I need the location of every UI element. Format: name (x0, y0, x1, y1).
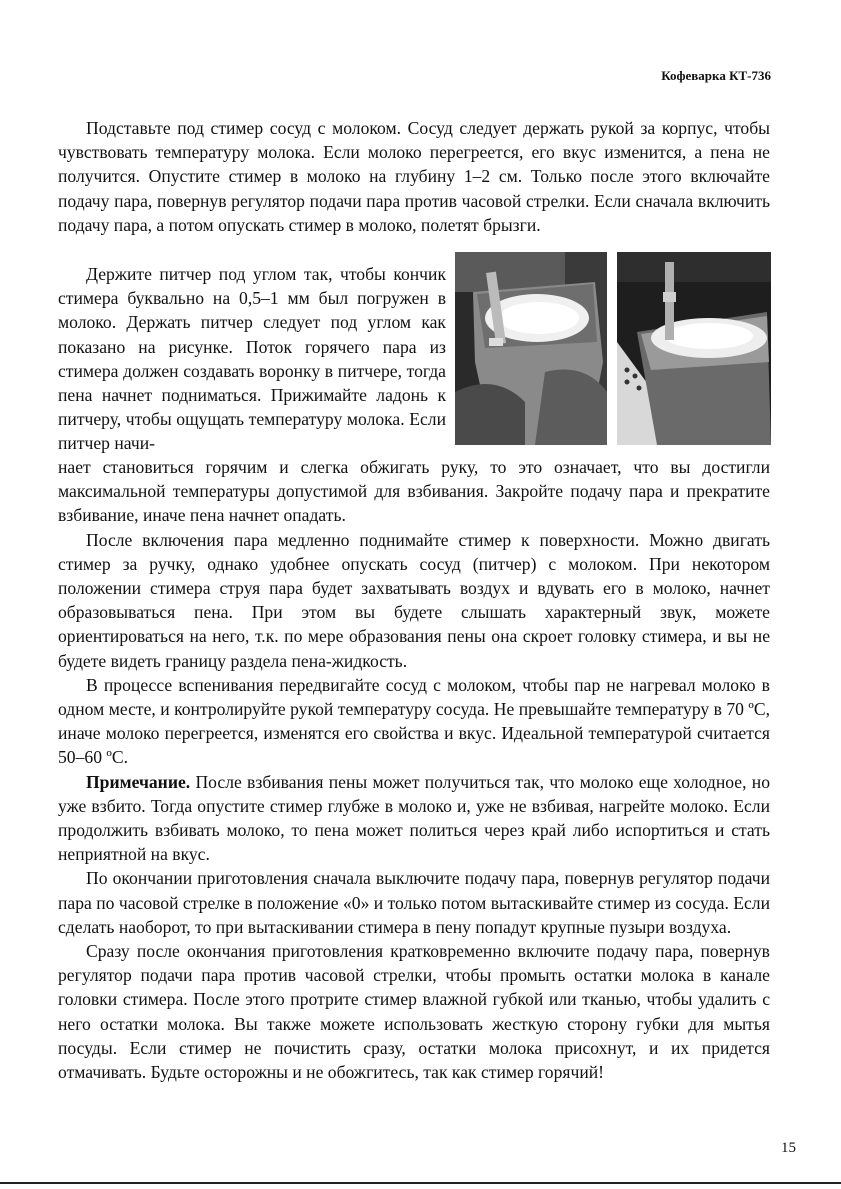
text-block-intro (58, 116, 770, 237)
photo-steamer-in-milk (617, 252, 771, 445)
paragraph-note (58, 770, 770, 867)
running-header: Кофеварка КТ-736 (661, 68, 771, 83)
paragraph-raise-steamer: После включения пара медленно поднимайте стимер к поверхности. Можно двигать стимер за ручку, однако удобнее опускать сосуд (питчер) с молоком. При некотором положении стимера струя пара будет захватывать воздух и вдувать его в молоко, начнет образовываться пена. При этом вы будете слышать характерный звук, можете ориентироваться на него, т.к. по мере образования пены она скроет головку стимера, и вы не будете видеть границу раздела пена-жидкость. (58, 529, 770, 671)
paragraph-submerge-steamer: Подставьте под стимер сосуд с молоком. Сосуд следует держать рукой за корпус, чтобы чувствовать температуру молока. Если молоко перегреется, его вкус изменится, а пена не получится. Опустите стимер в молоко на глубину 1–2 см. Только после этого включайте подачу пара, повернув регулятор подачи пара против часовой стрелки. Если сначала включить подачу пара, а потом опускать стимер в молоко, полетят брызги. (58, 118, 770, 235)
frothing-photos (455, 252, 771, 445)
text-block-main (58, 455, 770, 1084)
photo-pitcher-tilted (455, 252, 607, 445)
text-block-beside-photos (58, 262, 446, 456)
paragraph-turn-off-steam: По окончании приготовления сначала выключите подачу пара, повернув регулятор подачи пара по часовой стрелке в положение «0» и только потом вытаскивайте стимер из сосуда. Если сделать наоборот, то при вытаскивании стимера в пену попадут крупные пузыри воздуха. (58, 868, 770, 937)
note-label: Примечание. (86, 771, 191, 792)
paragraph-max-temperature: нает становиться горячим и слегка обжигать руку, то это означает, что вы достигли максимальной температуры допустимой для взбивания. Закройте подачу пара и прекратите взбивание, иначе пена начнет опадать. (58, 457, 770, 526)
bottom-rule (0, 1182, 841, 1184)
paragraph-move-pitcher: В процессе вспенивания передвигайте сосуд с молоком, чтобы пар не нагревал молоко в одном месте, и контролируйте рукой температуру сосуда. Не превышайте температуру в 70 ºС, иначе молоко перегреется, изменятся его свойства и вкус. Идеальной температурой считается 50–60 ºС. (58, 674, 770, 768)
note-text: После взбивания пены может получиться так, что молоко еще холодное, но уже взбито. Тогда опустите стимер глубже в молоко и, уже не взбивая, нагрейте молоко. Если продолжить взбивать молоко, то пена может политься через край либо испортиться и стать неприятной на вкус. (58, 771, 770, 865)
paragraph-cleaning: Сразу после окончания приготовления кратковременно включите подачу пара, повернув регулятор подачи пара против часовой стрелки, чтобы промыть остатки молока в канале головки стимера. После этого протрите стимер влажной губкой или тканью, чтобы удалить с него остатки молока. Вы также можете использовать жесткую сторону губки для мытья посуды. Если стимер не почистить сразу, остатки молока присохнут, и их придется отмачивать. Будьте осторожны и не обожгитесь, так как стимер горячий! (58, 941, 770, 1083)
paragraph-pitcher-angle: Держите питчер под углом так, чтобы кончик стимера буквально на 0,5–1 мм был погружен в молоко. Держать питчер следует под углом как показано на рисунке. Поток горячего пара из стимера должен создавать воронку в питчере, тогда пена начнет подниматься. Прижимайте ладонь к питчеру, чтобы ощущать температуру молока. Если питчер начи- (58, 264, 446, 454)
page-number: 15 (781, 1140, 796, 1156)
